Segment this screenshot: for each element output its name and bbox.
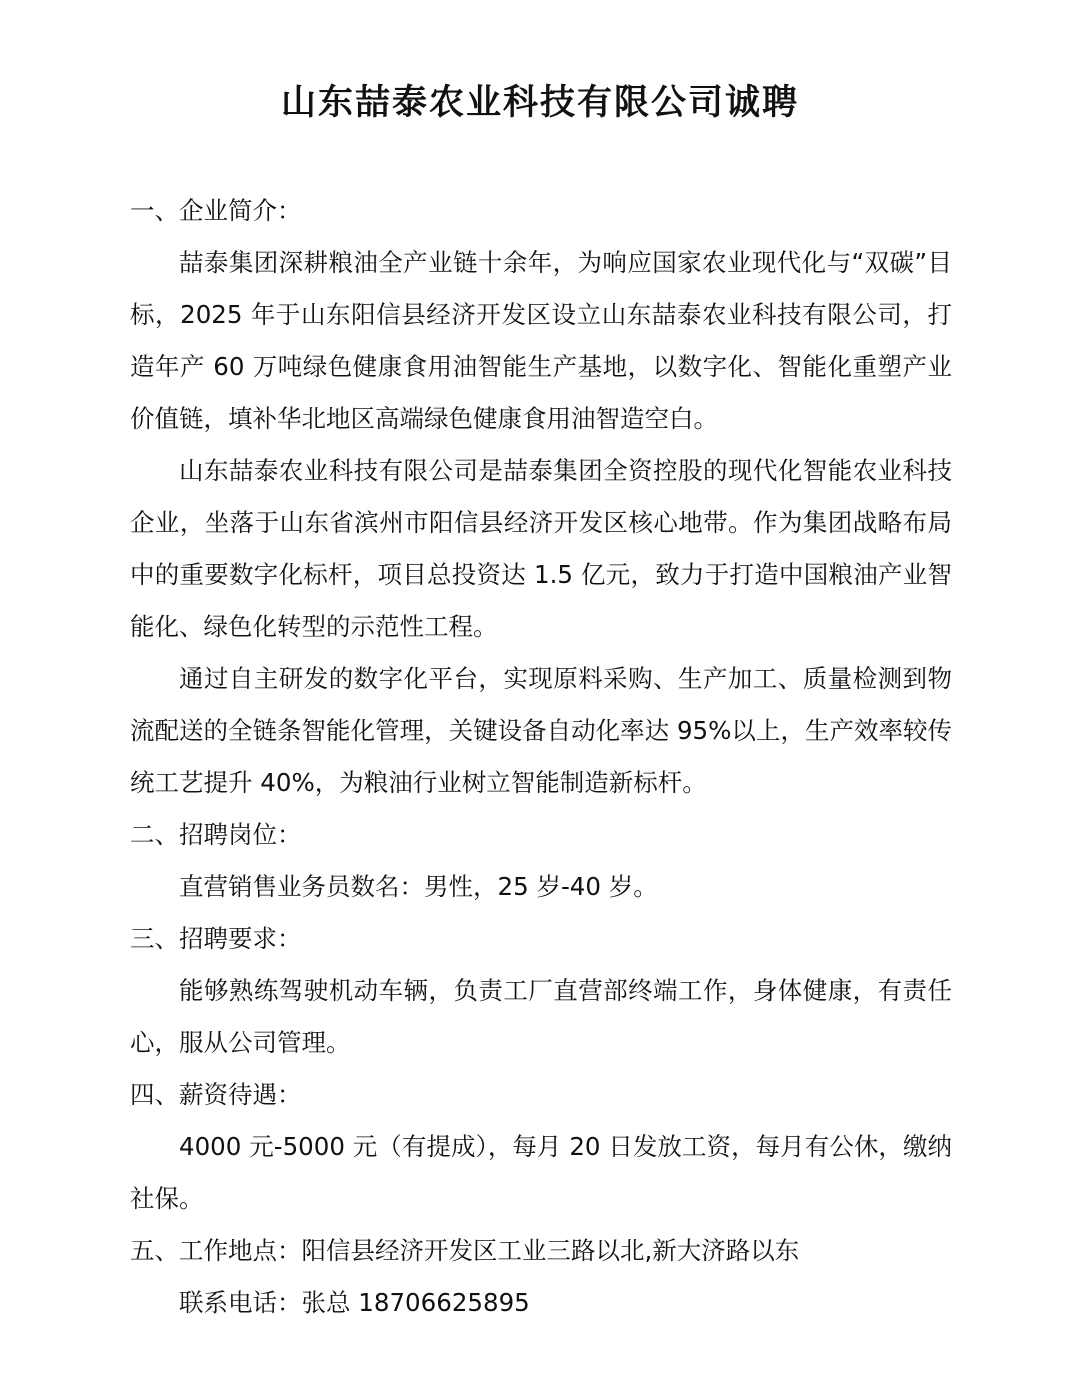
location-text: 阳信县经济开发区工业三路以北,新大济路以东 <box>301 1236 800 1265</box>
document-title: 山东喆泰农业科技有限公司诚聘 <box>280 83 799 123</box>
section-positions-heading: 二、招聘岗位： <box>130 820 302 849</box>
intro-paragraph-1: 喆泰集团深耕粮油全产业链十余年，为响应国家农业现代化与“双碳”目标，2025 年于山东阳信县经济开发区设立山东喆泰农业科技有限公司，打造年产 60 万吨绿色健康食用油智能生产基地，以数字化、智能化重塑产业价值链，填补华北地区高端绿色健康食用油智造空白。 <box>130 248 952 433</box>
section-intro-heading: 一、企业简介： <box>130 196 302 225</box>
intro-paragraph-2: 山东喆泰农业科技有限公司是喆泰集团全资控股的现代化智能农业科技企业，坐落于山东省滨州市阳信县经济开发区核心地带。作为集团战略布局中的重要数字化标杆，项目总投资达 1.5 亿元，致力于打造中国粮油产业智能化、绿色化转型的示范性工程。 <box>130 456 952 641</box>
document-body <box>130 185 952 1329</box>
intro-paragraph-3: 通过自主研发的数字化平台，实现原料采购、生产加工、质量检测到物流配送的全链条智能化管理，关键设备自动化率达 95%以上，生产效率较传统工艺提升 40%，为粮油行业树立智能制造新标杆。 <box>130 664 952 797</box>
section-location-heading: 五、工作地点： <box>130 1236 302 1265</box>
requirements-text: 能够熟练驾驶机动车辆，负责工厂直营部终端工作，身体健康，有责任心，服从公司管理。 <box>130 976 952 1057</box>
positions-text: 直营销售业务员数名：男性，25 岁-40 岁。 <box>179 872 658 901</box>
section-salary-heading: 四、薪资待遇： <box>130 1080 302 1109</box>
salary-text: 4000 元-5000 元（有提成），每月 20 日发放工资，每月有公休，缴纳社保。 <box>130 1132 952 1213</box>
section-requirements-heading: 三、招聘要求： <box>130 924 302 953</box>
contact-value: 张总 18706625895 <box>301 1288 530 1317</box>
section-location <box>130 1225 952 1277</box>
contact-label: 联系电话： <box>179 1288 302 1317</box>
contact-line <box>130 1277 952 1329</box>
